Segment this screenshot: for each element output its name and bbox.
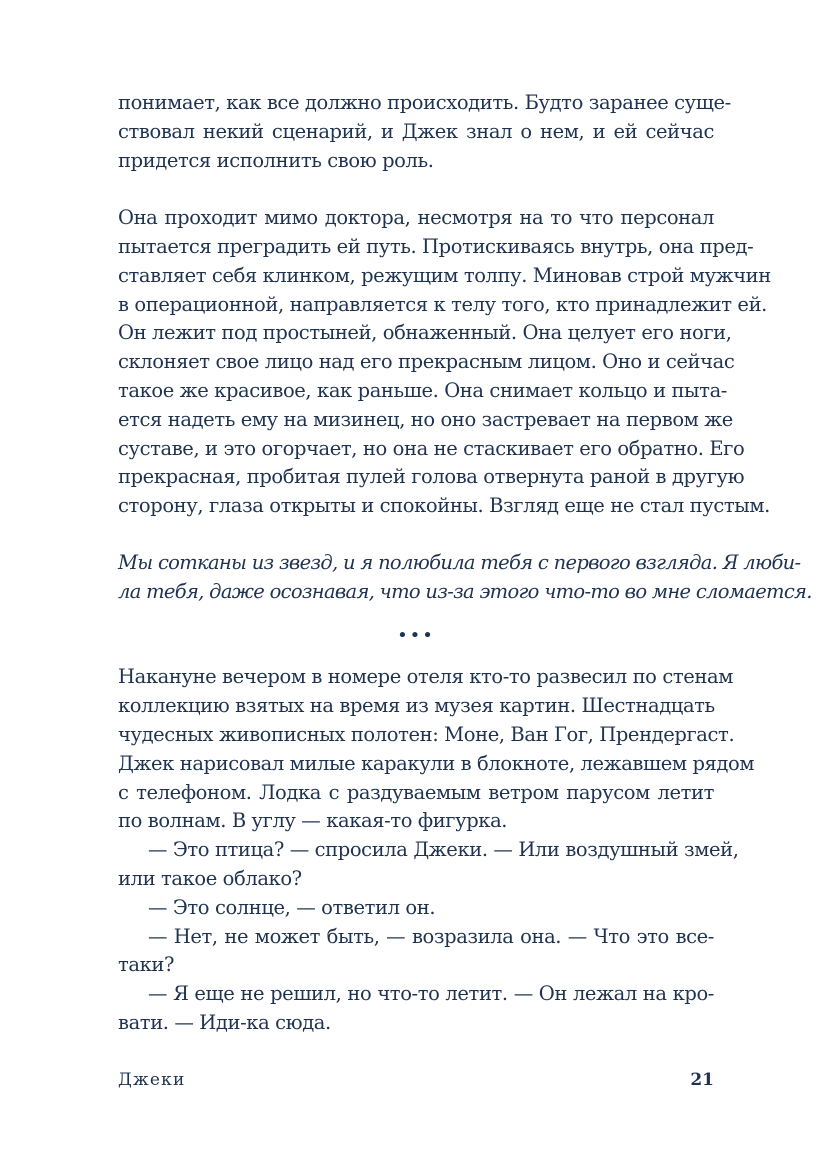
dialogue-line: — Я еще не решил, но что-то летит. — Он лежал на кро- — [148, 982, 714, 1005]
text-line: чудесных живописных полотен: Моне, Ван Гог, Прендергаст. — [118, 723, 735, 746]
text-line: или такое облако? — [118, 867, 302, 890]
italic-quote-line: Мы сотканы из звезд, и я полюбила тебя с первого взгляда. Я люби- — [118, 551, 801, 574]
text-line: Он лежит под простыней, обнаженный. Она целует его ноги, — [118, 321, 732, 344]
text-line: склоняет свое лицо над его прекрасным лицом. Оно и сейчас — [118, 350, 735, 373]
text-line: вати. — Иди-ка сюда. — [118, 1011, 331, 1034]
text-line: таки? — [118, 953, 175, 976]
text-line: ствовал некий сценарий, и Джек знал о нем, и ей сейчас — [118, 120, 714, 143]
running-title: Джеки — [118, 1070, 186, 1090]
text-line: понимает, как все должно происходить. Будто заранее суще- — [118, 91, 731, 114]
text-line: пытается преградить ей путь. Протискиваясь внутрь, она пред- — [118, 235, 754, 258]
text-line: с телефоном. Лодка с раздуваемым ветром парусом летит — [118, 781, 714, 804]
text-line: ставляет себя клинком, режущим толпу. Миновав строй мужчин — [118, 264, 771, 287]
text-line: в операционной, направляется к телу того, кто принадлежит ей. — [118, 293, 767, 316]
italic-quote-line: ла тебя, даже осознавая, что из-за этого что-то во мне сломается. — [118, 580, 812, 603]
text-line: сторону, глаза открыты и спокойны. Взгляд еще не стал пустым. — [118, 494, 770, 517]
text-line: Накануне вечером в номере отеля кто-то развесил по стенам — [118, 665, 733, 688]
text-line: такое же красивое, как раньше. Она снимает кольцо и пыта- — [118, 379, 727, 402]
page-number: 21 — [690, 1070, 714, 1090]
text-line: по волнам. В углу — какая-то фигурка. — [118, 809, 508, 832]
text-line: ется надеть ему на мизинец, но оно застревает на первом же — [118, 408, 733, 431]
text-line: прекрасная, пробитая пулей голова отвернута раной в другую — [118, 465, 745, 488]
dialogue-line: — Нет, не может быть, — возразила она. — Что это все- — [148, 925, 714, 948]
text-line: Джек нарисовал милые каракули в блокноте, лежавшем рядом — [118, 752, 755, 775]
dialogue-line: — Это солнце, — ответил он. — [148, 896, 436, 919]
text-line: коллекцию взятых на время из музея картин. Шестнадцать — [118, 694, 715, 717]
text-line: Она проходит мимо доктора, несмотря на то что персонал — [118, 206, 714, 229]
book-page — [118, 0, 812, 1152]
text-line: придется исполнить свою роль. — [118, 149, 434, 172]
dialogue-line: — Это птица? — спросила Джеки. — Или воздушный змей, — [148, 838, 739, 861]
text-line: суставе, и это огорчает, но она не стаскивает его обратно. Его — [118, 437, 745, 460]
section-separator: ••• — [397, 625, 435, 646]
